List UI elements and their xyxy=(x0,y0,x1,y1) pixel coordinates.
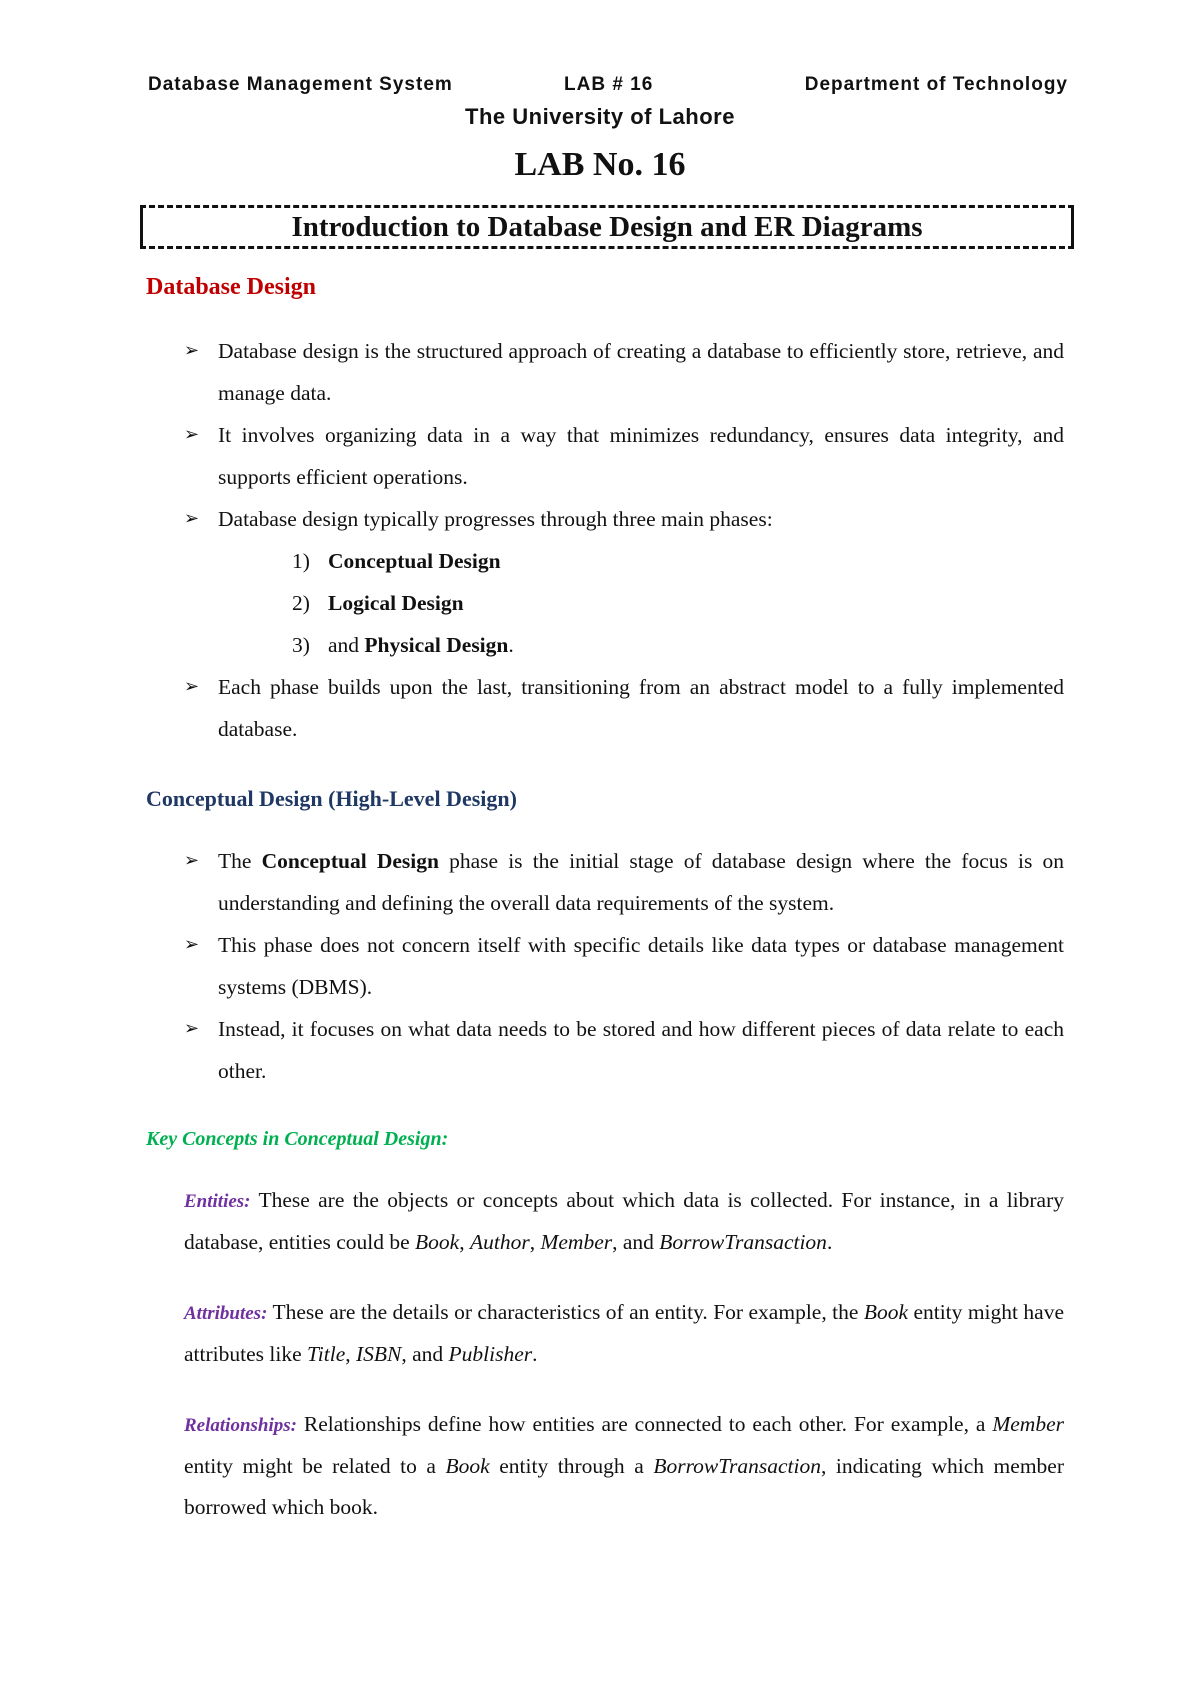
running-header xyxy=(148,74,1068,100)
list-item xyxy=(184,414,1064,498)
phase-item xyxy=(218,582,1064,624)
concept-text: These are the objects or concepts about which data is collected. For instance, in a library database, entities could be xyxy=(184,1188,1064,1254)
phase-item xyxy=(218,624,1064,666)
bullet-text: This phase does not concern itself with specific details like data types or database management systems (DBMS). xyxy=(218,933,1064,999)
sentence-end: . xyxy=(532,1342,538,1366)
arrowhead-bullet-icon: ➢ xyxy=(184,340,200,361)
list-item xyxy=(184,924,1064,1008)
header-department: Department of Technology xyxy=(804,74,1068,95)
phase-name: Logical Design xyxy=(328,591,464,615)
example-term: Book xyxy=(863,1300,909,1324)
concept-text: , indicating which member borrowed which book. xyxy=(184,1454,1064,1519)
separator: , and xyxy=(401,1342,449,1366)
bullet-text-bold: Conceptual Design xyxy=(261,849,439,873)
example-term: BorrowTransaction xyxy=(659,1230,827,1254)
bullet-text: It involves organizing data in a way that minimizes redundancy, ensures data integrity, and supports efficient operations. xyxy=(218,423,1064,489)
list-item xyxy=(184,1008,1064,1092)
phase-number: 3) xyxy=(292,633,310,657)
concept-label-attributes: Attributes: xyxy=(184,1303,268,1324)
header-course-name: Database Management System xyxy=(148,74,453,95)
bullet-text: Database design is the structured approach of creating a database to efficiently store, retrieve, and manage data. xyxy=(218,339,1064,405)
bullet-text-post: phase is the initial stage of database design where the focus is on understanding and defining the overall data requirements of the system. xyxy=(218,849,1064,915)
design-phases-list xyxy=(218,540,1064,666)
phase-suffix: . xyxy=(508,633,514,657)
arrowhead-bullet-icon: ➢ xyxy=(184,934,200,955)
header-lab-number: LAB # 16 xyxy=(564,74,654,95)
concept-text: entity might have attributes like xyxy=(184,1300,1065,1366)
sentence-end: . xyxy=(826,1230,833,1254)
paragraph-relationships xyxy=(184,1404,1064,1528)
example-term: Author xyxy=(469,1230,530,1254)
arrowhead-bullet-icon: ➢ xyxy=(184,850,200,871)
arrowhead-bullet-icon: ➢ xyxy=(184,1018,200,1039)
separator: , xyxy=(529,1230,541,1254)
concept-text: Relationships define how entities are connected to each other. For example, a xyxy=(296,1412,993,1436)
phase-prefix: and xyxy=(328,633,365,657)
list-item xyxy=(184,840,1064,924)
bullet-text: Instead, it focuses on what data needs to be stored and how different pieces of data relate to each other. xyxy=(218,1017,1064,1083)
bullet-text-pre: The xyxy=(218,849,262,873)
phase-item xyxy=(218,540,1064,582)
section-heading-key-concepts: Key Concepts in Conceptual Design: xyxy=(146,1128,449,1150)
conceptual-design-list xyxy=(184,840,1064,1092)
separator: , xyxy=(459,1230,470,1254)
paragraph-entities xyxy=(184,1180,1064,1263)
lab-title: LAB No. 16 xyxy=(514,146,686,183)
section-heading-conceptual-design: Conceptual Design (High-Level Design) xyxy=(146,786,517,811)
example-term: ISBN xyxy=(355,1342,402,1366)
database-design-list xyxy=(184,330,1064,750)
example-term: Publisher xyxy=(448,1342,533,1366)
example-term: BorrowTransaction xyxy=(653,1454,821,1478)
topic-title-box xyxy=(140,205,1074,249)
arrowhead-bullet-icon: ➢ xyxy=(184,508,200,529)
concept-text: entity might be related to a xyxy=(184,1454,446,1478)
phase-name: Conceptual Design xyxy=(328,549,501,573)
list-item xyxy=(184,666,1064,750)
example-term: Book xyxy=(415,1230,460,1254)
concept-text: These are the details or characteristics of an entity. For example, the xyxy=(267,1300,864,1324)
topic-title: Introduction to Database Design and ER Diagrams xyxy=(291,211,923,243)
section-heading-database-design: Database Design xyxy=(146,274,317,300)
concept-label-relationships: Relationships: xyxy=(184,1415,297,1436)
phase-name: Physical Design xyxy=(364,633,509,657)
arrowhead-bullet-icon: ➢ xyxy=(184,424,200,445)
separator: , and xyxy=(612,1230,660,1254)
arrowhead-bullet-icon: ➢ xyxy=(184,676,200,697)
bullet-text: Database design typically progresses through three main phases: xyxy=(218,507,773,531)
phase-number: 1) xyxy=(292,549,310,573)
list-item xyxy=(184,330,1064,414)
concept-label-entities: Entities: xyxy=(184,1191,251,1212)
bullet-text: Each phase builds upon the last, transitioning from an abstract model to a fully implemented database. xyxy=(218,675,1064,741)
concept-text: entity through a xyxy=(489,1454,654,1478)
example-term: Book xyxy=(445,1454,490,1478)
phase-number: 2) xyxy=(292,591,310,615)
separator: , xyxy=(345,1342,356,1366)
example-term: Member xyxy=(992,1412,1064,1436)
example-term: Title xyxy=(307,1342,346,1366)
university-name: The University of Lahore xyxy=(465,104,735,129)
example-term: Member xyxy=(540,1230,613,1254)
paragraph-attributes xyxy=(184,1292,1064,1375)
list-item xyxy=(184,498,1064,666)
